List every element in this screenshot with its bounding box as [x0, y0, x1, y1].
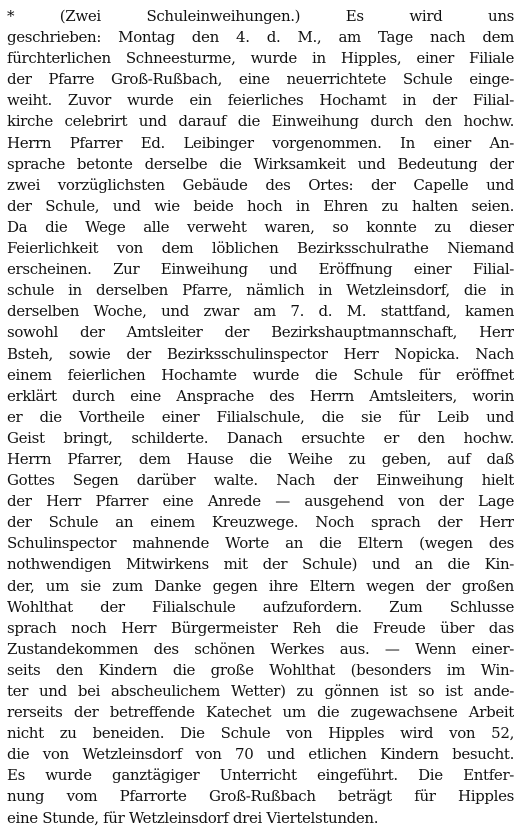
article-line: weiht. Zuvor wurde ein feierliches Hochamt in der Filial- [7, 91, 514, 110]
article-line: Gottes Segen darüber walte. Nach der Einweihung hielt [7, 471, 514, 490]
article-line: Schulinspector mahnende Worte an die Eltern (wegen des [7, 534, 514, 553]
article-line: Da die Wege alle verweht waren, so konnte zu dieser [7, 217, 514, 236]
article-line: sowohl der Amtsleiter der Bezirkshauptmannschaft, Herr [7, 323, 514, 342]
article-line: Feierlichkeit von dem löblichen Bezirksschulrathe Niemand [7, 239, 514, 258]
article-line: nothwendigen Mitwirkens mit der Schule) und an die Kin- [7, 555, 514, 574]
article-line: der Pfarre Groß-Rußbach, eine neuerrichtete Schule einge- [7, 70, 514, 89]
article-line: Zustandekommen des schönen Werkes aus. — Wenn einer- [7, 639, 514, 658]
article-line: erscheinen. Zur Einweihung und Eröffnung einer Filial- [7, 260, 514, 279]
article-line: schule in derselben Pfarre, nämlich in Wetzleinsdorf, die in [7, 281, 514, 300]
article-line: eine Stunde, für Wetzleinsdorf drei Viertelstunden. [7, 808, 379, 827]
article-line: zwei vorzüglichsten Gebäude des Ortes: der Capelle und [7, 175, 514, 194]
article-line: der Schule an einem Kreuzwege. Noch sprach der Herr [7, 513, 514, 532]
article-line: erklärt durch eine Ansprache des Herrn Amtsleiters, worin [7, 386, 514, 405]
article-line: Herrn Pfarrer Ed. Leibinger vorgenommen. In einer An- [7, 133, 514, 152]
article-line: die von Wetzleinsdorf von 70 und etlichen Kindern besucht. [7, 745, 514, 764]
article-line: fürchterlichen Schneesturme, wurde in Hipples, einer Filiale [7, 49, 514, 68]
article-line: ter und bei abscheulichem Wetter) zu gönnen ist so ist ande- [7, 682, 514, 700]
article-line: Es wurde ganztägiger Unterricht eingeführt. Die Entfer- [7, 766, 514, 785]
article-line: Bsteh, sowie der Bezirksschulinspector Herr Nopicka. Nach [7, 344, 514, 363]
article-line: geschrieben: Montag den 4. d. M., am Tage nach dem [7, 28, 514, 47]
article-line: der Herr Pfarrer eine Anrede — ausgehend von der Lage [7, 492, 514, 511]
article-line: kirche celebrirt und darauf die Einweihung durch den hochw. [7, 112, 514, 131]
article-line: rerseits der betreffende Katechet um die zugewachsene Arbeit [7, 703, 514, 722]
article-line: seits den Kindern die große Wohlthat (besonders im Win- [7, 660, 514, 679]
article-line: nung vom Pfarrorte Groß-Rußbach beträgt für Hipples [7, 787, 514, 806]
article-line: der Schule, und wie beide hoch in Ehren zu halten seien. [7, 196, 514, 215]
article-line: * (Zwei Schuleinweihungen.) Es wird uns [7, 7, 514, 25]
article-line: Geist bringt, schilderte. Danach ersuchte er den hochw. [7, 428, 514, 447]
article-line: Herrn Pfarrer, dem Hause die Weihe zu geben, auf daß [7, 449, 514, 468]
article-line: sprache betonte derselbe die Wirksamkeit und Bedeutung der [7, 154, 514, 173]
article-line: derselben Woche, und zwar am 7. d. M. stattfand, kamen [7, 302, 514, 321]
article-line: Wohlthat der Filialschule aufzufordern. Zum Schlusse [7, 597, 514, 616]
article-line: einem feierlichen Hochamte wurde die Schule für eröffnet [7, 365, 514, 384]
article-line: sprach noch Herr Bürgermeister Reh die Freude über das [7, 618, 514, 637]
article-line: nicht zu beneiden. Die Schule von Hipples wird von 52, [7, 724, 514, 743]
article-line: er die Vortheile einer Filialschule, die sie für Leib und [7, 407, 514, 426]
article-line: der, um sie zum Danke gegen ihre Eltern wegen der großen [7, 576, 514, 595]
